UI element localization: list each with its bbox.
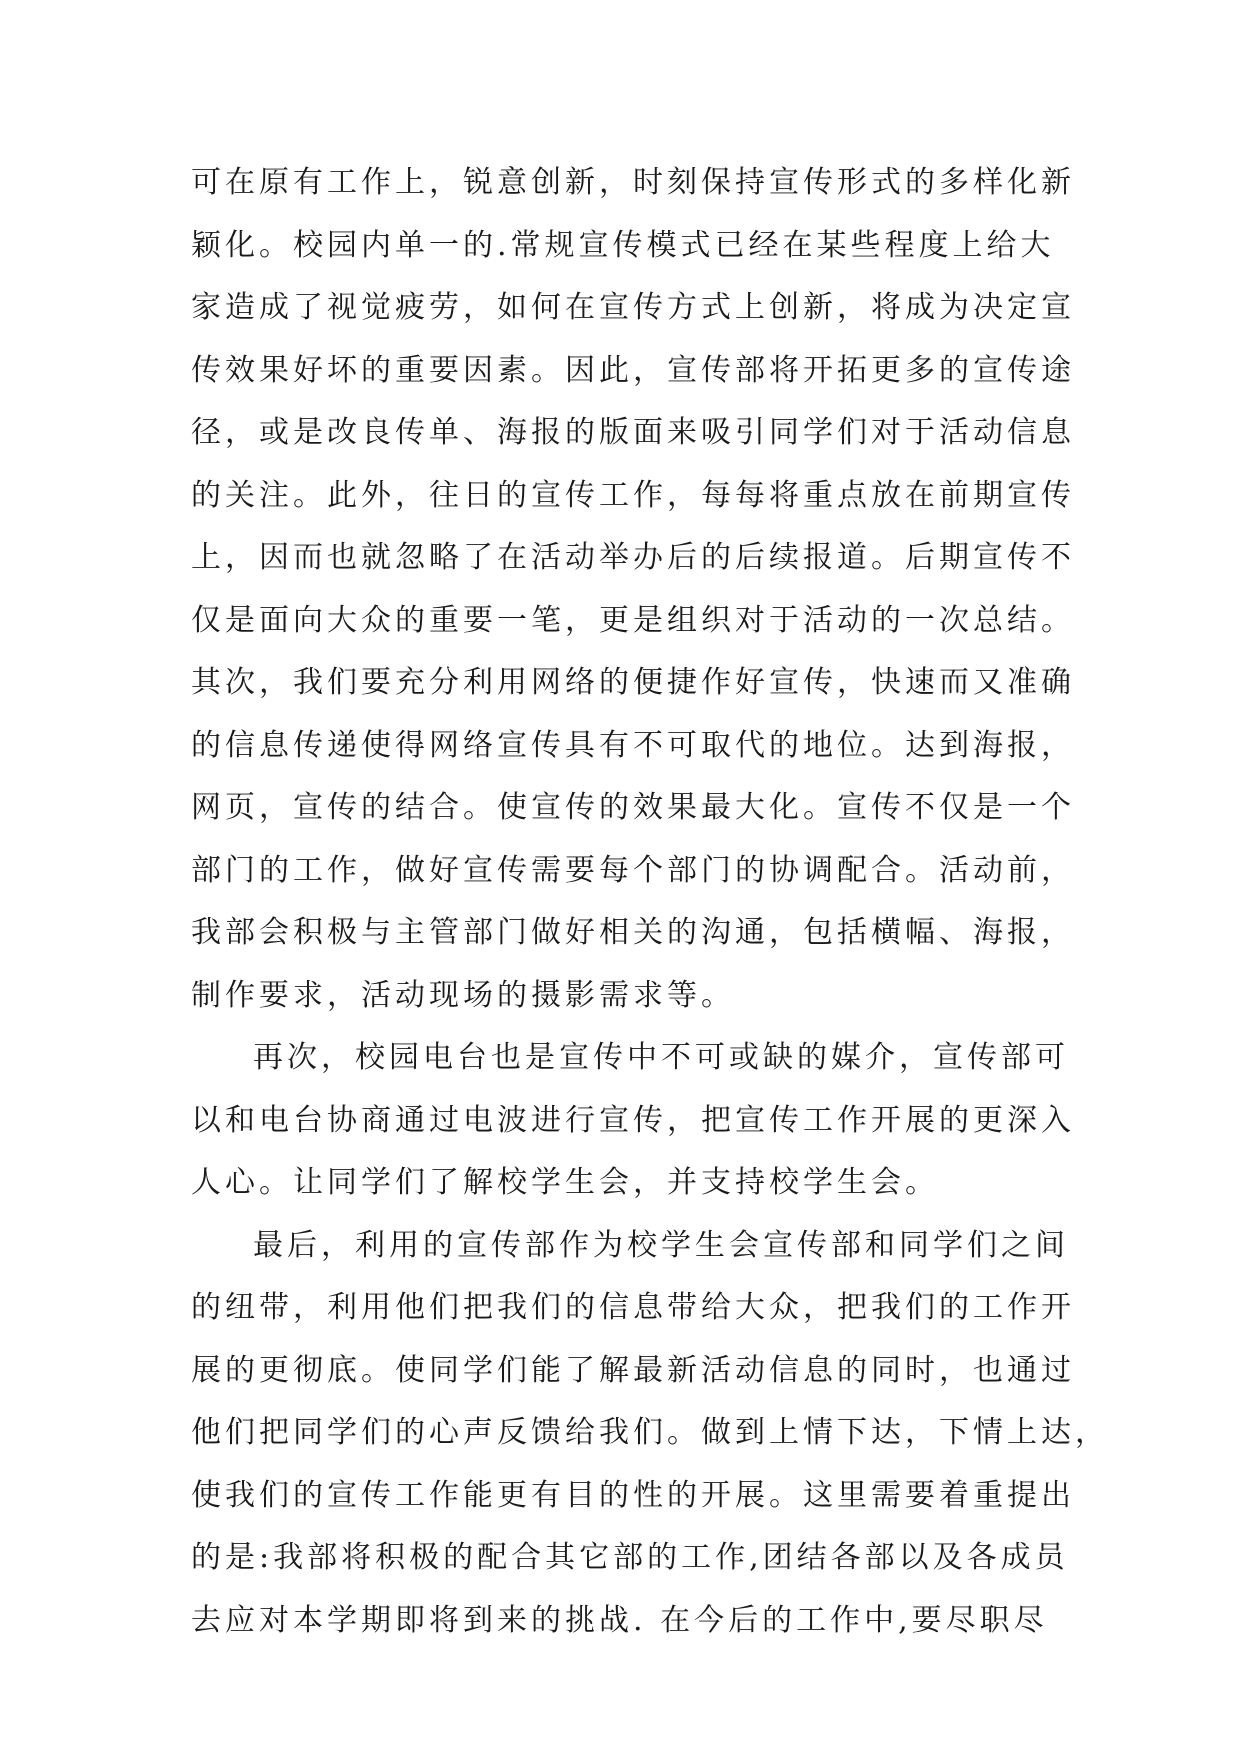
text-line: 部门的工作，做好宣传需要每个部门的协调配合。活动前， <box>191 852 1075 888</box>
text-line: 仅是面向大众的重要一笔，更是组织对于活动的一次总结。 <box>191 602 1075 638</box>
text-line: 传效果好坏的重要因素。因此，宣传部将开拓更多的宣传途 <box>191 352 1075 388</box>
text-line: 上，因而也就忽略了在活动举办后的后续报道。后期宣传不 <box>191 540 1075 575</box>
paragraph-start-line: 再次，校园电台也是宣传中不可或缺的媒介，宣传部可 <box>253 1040 1069 1075</box>
text-line: 他们把同学们的心声反馈给我们。做到上情下达，下情上达， <box>191 1415 1109 1450</box>
text-line: 使我们的宣传工作能更有目的性的开展。这里需要着重提出 <box>191 1477 1075 1513</box>
text-line: 的是:我部将积极的配合其它部的工作,团结各部以及各成员 <box>191 1540 1069 1575</box>
text-line: 家造成了视觉疲劳，如何在宣传方式上创新，将成为决定宣 <box>191 290 1075 325</box>
text-line: 径，或是改良传单、海报的版面来吸引同学们对于活动信息 <box>191 415 1075 450</box>
text-line: 制作要求，活动现场的摄影需求等。 <box>191 977 735 1013</box>
text-line: 其次，我们要充分利用网络的便捷作好宣传，快速而又准确 <box>191 665 1075 700</box>
text-line: 以和电台协商通过电波进行宣传，把宣传工作开展的更深入 <box>191 1102 1075 1138</box>
text-line: 展的更彻底。使同学们能了解最新活动信息的同时，也通过 <box>191 1352 1075 1388</box>
text-line: 我部会积极与主管部门做好相关的沟通，包括横幅、海报， <box>191 915 1075 950</box>
paragraph-start-line: 最后，利用的宣传部作为校学生会宣传部和同学们之间 <box>253 1227 1069 1263</box>
text-line: 的信息传递使得网络宣传具有不可取代的地位。达到海报， <box>191 727 1075 763</box>
body-text <box>191 152 1109 1652</box>
text-line: 可在原有工作上，锐意创新，时刻保持宣传形式的多样化新 <box>191 165 1075 200</box>
text-line: 的关注。此外，往日的宣传工作，每每将重点放在前期宣传 <box>191 477 1075 513</box>
text-line: 的纽带，利用他们把我们的信息带给大众，把我们的工作开 <box>191 1290 1075 1325</box>
text-line: 颖化。校园内单一的.常规宣传模式已经在某些程度上给大 <box>191 227 1055 263</box>
text-line: 人心。让同学们了解校学生会，并支持校学生会。 <box>191 1165 939 1200</box>
text-line: 网页，宣传的结合。使宣传的效果最大化。宣传不仅是一个 <box>191 790 1075 825</box>
text-line: 去应对本学期即将到来的挑战. 在今后的工作中,要尽职尽 <box>191 1602 1048 1638</box>
